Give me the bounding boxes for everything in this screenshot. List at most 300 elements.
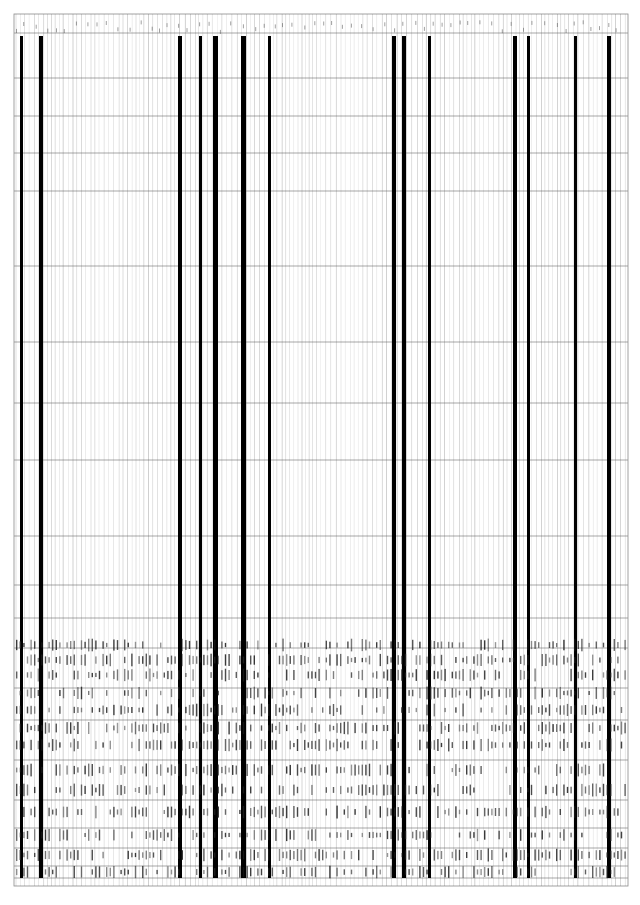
cell-text-mark: [329, 866, 330, 879]
cell-text-mark: [506, 808, 507, 817]
cell-text-mark: [275, 643, 276, 647]
cell-text-mark: [610, 784, 611, 796]
cell-text-mark: [441, 670, 442, 681]
cell-text-mark: [189, 655, 190, 665]
cell-text-mark: [200, 742, 201, 747]
cell-text-mark: [401, 853, 402, 857]
cell-text-mark: [365, 658, 366, 663]
cell-text-mark: [336, 739, 337, 751]
cell-text-mark: [48, 672, 49, 679]
cell-text-mark: [293, 655, 294, 664]
cell-text-mark: [41, 832, 42, 839]
cell-text-mark: [405, 869, 406, 875]
cell-text-mark: [358, 765, 359, 774]
cell-text-mark: [203, 870, 204, 874]
header-tick-mark: [97, 22, 98, 26]
cell-text-mark: [308, 831, 309, 840]
cell-text-mark: [110, 810, 111, 815]
cell-text-mark: [174, 741, 175, 749]
cell-text-mark: [232, 787, 233, 794]
cell-text-mark: [239, 851, 240, 860]
cell-text-mark: [372, 688, 373, 699]
cell-text-mark: [549, 642, 550, 648]
cell-text-mark: [138, 687, 139, 699]
cell-text-mark: [405, 785, 406, 795]
cell-text-mark: [516, 689, 517, 697]
cell-text-mark: [254, 850, 255, 860]
cell-text-mark: [426, 687, 427, 700]
cell-text-mark: [484, 830, 485, 839]
cell-text-mark: [531, 785, 532, 795]
cell-text-mark: [484, 867, 485, 877]
cell-text-mark: [77, 741, 78, 749]
cell-text-mark: [473, 866, 474, 878]
cell-text-mark: [52, 739, 53, 751]
cell-text-mark: [592, 809, 593, 815]
header-tick-mark: [523, 28, 524, 32]
cell-text-mark: [606, 739, 607, 751]
cell-text-mark: [52, 810, 53, 815]
cell-text-mark: [315, 765, 316, 776]
cell-text-mark: [48, 867, 49, 877]
cell-text-mark: [527, 655, 528, 665]
cell-text-mark: [466, 656, 467, 664]
cell-text-mark: [185, 673, 186, 677]
cell-text-mark: [74, 784, 75, 797]
cell-text-mark: [581, 705, 582, 714]
cell-text-mark: [261, 739, 262, 750]
cell-text-mark: [340, 833, 341, 838]
cell-text-mark: [599, 867, 600, 877]
cell-text-mark: [599, 810, 600, 815]
cell-text-mark: [617, 726, 618, 731]
cell-text-mark: [167, 866, 168, 877]
cell-text-mark: [23, 784, 24, 797]
cell-text-mark: [135, 722, 136, 735]
cell-text-mark: [225, 870, 226, 874]
cell-text-mark: [38, 849, 39, 861]
cell-text-mark: [578, 807, 579, 817]
bold-column-bar: [607, 36, 611, 878]
cell-text-mark: [365, 723, 366, 734]
cell-text-mark: [156, 830, 157, 841]
bold-column-bar: [178, 36, 182, 878]
cell-text-mark: [351, 870, 352, 875]
cell-text-mark: [362, 784, 363, 795]
cell-text-mark: [419, 866, 420, 878]
cell-text-mark: [59, 851, 60, 860]
cell-text-mark: [74, 866, 75, 878]
header-tick-mark: [599, 26, 600, 30]
cell-text-mark: [124, 657, 125, 663]
cell-text-mark: [603, 672, 604, 677]
header-tick-mark: [331, 21, 332, 25]
cell-text-mark: [135, 806, 136, 817]
cell-text-mark: [160, 643, 161, 648]
cell-text-mark: [560, 741, 561, 748]
cell-text-mark: [207, 724, 208, 732]
cell-text-mark: [225, 766, 226, 775]
cell-text-mark: [84, 833, 85, 837]
cell-text-mark: [92, 707, 93, 713]
cell-text-mark: [603, 643, 604, 648]
cell-text-mark: [128, 870, 129, 875]
cell-text-mark: [545, 806, 546, 818]
cell-text-mark: [434, 671, 435, 679]
cell-text-mark: [189, 741, 190, 749]
cell-text-mark: [185, 786, 186, 794]
cell-text-mark: [470, 785, 471, 796]
cell-text-mark: [574, 806, 575, 818]
cell-text-mark: [473, 740, 474, 749]
cell-text-mark: [290, 850, 291, 860]
cell-text-mark: [570, 833, 571, 838]
cell-text-mark: [221, 767, 222, 773]
cell-text-mark: [578, 866, 579, 878]
cell-text-mark: [66, 642, 67, 647]
cell-text-mark: [491, 707, 492, 713]
cell-text-mark: [470, 688, 471, 699]
cell-text-mark: [340, 654, 341, 666]
cell-text-mark: [48, 708, 49, 713]
cell-text-mark: [578, 688, 579, 699]
cell-text-mark: [48, 642, 49, 648]
cell-text-mark: [131, 723, 132, 732]
header-tick-mark: [56, 28, 57, 32]
header-tick-mark: [544, 21, 545, 25]
cell-text-mark: [70, 656, 71, 664]
cell-text-mark: [110, 767, 111, 773]
header-tick-mark: [424, 27, 425, 31]
header-tick-mark: [511, 22, 512, 26]
cell-text-mark: [315, 741, 316, 749]
cell-text-mark: [243, 669, 244, 682]
cell-text-mark: [272, 724, 273, 733]
cell-text-mark: [135, 642, 136, 648]
cell-text-mark: [304, 868, 305, 876]
cell-text-mark: [207, 704, 208, 717]
cell-text-mark: [45, 722, 46, 733]
cell-text-mark: [171, 656, 172, 665]
cell-text-mark: [614, 867, 615, 877]
cell-text-mark: [45, 830, 46, 841]
cell-text-mark: [570, 669, 571, 681]
cell-text-mark: [293, 851, 294, 859]
cell-text-mark: [167, 671, 168, 679]
cell-text-mark: [228, 670, 229, 680]
cell-text-mark: [567, 658, 568, 663]
cell-text-mark: [261, 704, 262, 717]
cell-text-mark: [308, 657, 309, 663]
cell-text-mark: [167, 657, 168, 663]
cell-text-mark: [549, 833, 550, 838]
cell-text-mark: [30, 764, 31, 777]
cell-text-mark: [358, 785, 359, 795]
bold-column-bar: [241, 36, 246, 878]
cell-text-mark: [70, 641, 71, 649]
cell-text-mark: [603, 784, 604, 796]
cell-text-mark: [437, 784, 438, 796]
cell-text-mark: [20, 641, 21, 648]
cell-text-mark: [131, 807, 132, 818]
cell-text-mark: [304, 642, 305, 648]
bold-column-bar: [199, 36, 202, 878]
cell-text-mark: [563, 705, 564, 714]
cell-text-mark: [441, 722, 442, 734]
cell-text-mark: [380, 806, 381, 818]
header-tick-mark: [304, 26, 305, 30]
cell-text-mark: [376, 725, 377, 731]
cell-text-mark: [182, 785, 183, 796]
cell-text-mark: [516, 742, 517, 749]
cell-text-mark: [423, 786, 424, 795]
cell-text-mark: [524, 707, 525, 713]
cell-text-mark: [156, 725, 157, 731]
cell-text-mark: [160, 832, 161, 838]
cell-text-mark: [74, 739, 75, 752]
cell-text-mark: [146, 807, 147, 816]
cell-text-mark: [488, 808, 489, 815]
cell-text-mark: [56, 657, 57, 663]
cell-text-mark: [416, 786, 417, 794]
cell-text-mark: [498, 808, 499, 816]
cell-text-mark: [383, 672, 384, 679]
cell-text-mark: [534, 687, 535, 700]
cell-text-mark: [174, 867, 175, 878]
cell-text-mark: [624, 670, 625, 679]
cell-text-mark: [444, 669, 445, 681]
cell-text-mark: [448, 808, 449, 815]
cell-text-mark: [70, 742, 71, 747]
cell-text-mark: [254, 687, 255, 700]
cell-text-mark: [430, 687, 431, 700]
cell-text-mark: [347, 742, 348, 749]
cell-text-mark: [146, 654, 147, 667]
cell-text-mark: [16, 869, 17, 875]
cell-text-mark: [192, 785, 193, 795]
cell-text-mark: [239, 810, 240, 814]
cell-text-mark: [542, 688, 543, 697]
cell-text-mark: [250, 741, 251, 749]
cell-text-mark: [398, 829, 399, 840]
cell-text-mark: [560, 832, 561, 838]
cell-text-mark: [88, 691, 89, 695]
cell-text-mark: [488, 656, 489, 663]
cell-text-mark: [243, 867, 244, 877]
cell-text-mark: [585, 808, 586, 817]
cell-text-mark: [160, 740, 161, 749]
cell-text-mark: [340, 786, 341, 794]
cell-text-mark: [426, 657, 427, 664]
cell-text-mark: [297, 787, 298, 793]
cell-text-mark: [250, 787, 251, 794]
cell-text-mark: [66, 807, 67, 817]
header-tick-mark: [566, 29, 567, 33]
cell-text-mark: [351, 639, 352, 652]
cell-text-mark: [502, 849, 503, 862]
cell-text-mark: [34, 641, 35, 649]
cell-text-mark: [135, 766, 136, 773]
cell-text-mark: [95, 788, 96, 793]
cell-text-mark: [74, 766, 75, 774]
cell-text-mark: [509, 742, 510, 747]
cell-text-mark: [621, 722, 622, 735]
cell-text-mark: [250, 688, 251, 698]
cell-text-mark: [286, 654, 287, 666]
cell-text-mark: [347, 642, 348, 649]
cell-text-mark: [398, 722, 399, 734]
cell-text-mark: [534, 669, 535, 682]
cell-text-mark: [383, 706, 384, 714]
cell-text-mark: [286, 806, 287, 819]
cell-text-mark: [444, 810, 445, 814]
cell-text-mark: [592, 722, 593, 733]
cell-text-mark: [459, 671, 460, 680]
cell-text-mark: [146, 831, 147, 839]
cell-text-mark: [545, 850, 546, 861]
cell-text-mark: [574, 657, 575, 663]
cell-text-mark: [239, 725, 240, 731]
cell-text-mark: [419, 688, 420, 698]
cell-text-mark: [527, 671, 528, 680]
cell-text-mark: [246, 740, 247, 749]
cell-text-mark: [279, 785, 280, 794]
cell-text-mark: [473, 832, 474, 838]
cell-text-mark: [459, 725, 460, 732]
cell-text-mark: [246, 670, 247, 680]
cell-text-mark: [462, 866, 463, 878]
cell-text-mark: [264, 741, 265, 749]
cell-text-mark: [340, 767, 341, 773]
cell-text-mark: [513, 810, 514, 815]
cell-text-mark: [567, 742, 568, 748]
cell-text-mark: [524, 655, 525, 666]
cell-text-mark: [38, 690, 39, 696]
cell-text-mark: [365, 688, 366, 698]
cell-text-mark: [362, 639, 363, 651]
cell-text-mark: [293, 743, 294, 747]
cell-text-mark: [614, 808, 615, 816]
cell-text-mark: [102, 766, 103, 774]
cell-text-mark: [480, 708, 481, 713]
cell-text-mark: [534, 807, 535, 818]
cell-text-mark: [560, 687, 561, 699]
cell-text-mark: [376, 707, 377, 712]
cell-text-mark: [34, 853, 35, 857]
cell-text-mark: [560, 725, 561, 731]
cell-text-mark: [77, 707, 78, 713]
cell-text-mark: [286, 691, 287, 696]
cell-text-mark: [376, 833, 377, 838]
cell-text-mark: [34, 807, 35, 818]
cell-text-mark: [192, 669, 193, 681]
cell-text-mark: [459, 833, 460, 838]
cell-text-mark: [408, 869, 409, 875]
cell-text-mark: [192, 742, 193, 748]
cell-text-mark: [261, 787, 262, 794]
cell-text-mark: [257, 641, 258, 650]
cell-text-mark: [610, 829, 611, 841]
cell-text-mark: [146, 690, 147, 697]
cell-text-mark: [286, 670, 287, 681]
cell-text-mark: [570, 807, 571, 817]
cell-text-mark: [538, 742, 539, 748]
cell-text-mark: [599, 708, 600, 713]
cell-text-mark: [387, 670, 388, 681]
cell-text-mark: [426, 670, 427, 680]
cell-text-mark: [534, 767, 535, 772]
cell-text-mark: [329, 725, 330, 732]
cell-text-mark: [81, 809, 82, 815]
cell-text-mark: [412, 673, 413, 678]
cell-text-mark: [326, 809, 327, 816]
cell-text-mark: [20, 768, 21, 773]
cell-text-mark: [160, 691, 161, 695]
cell-text-mark: [20, 691, 21, 696]
cell-text-mark: [221, 670, 222, 680]
cell-text-mark: [376, 671, 377, 679]
cell-text-mark: [84, 786, 85, 794]
cell-text-mark: [473, 725, 474, 731]
cell-text-mark: [239, 740, 240, 750]
cell-text-mark: [315, 688, 316, 698]
cell-text-mark: [556, 764, 557, 776]
cell-text-mark: [246, 833, 247, 837]
cell-text-mark: [182, 654, 183, 666]
cell-text-mark: [16, 640, 17, 650]
header-tick-mark: [342, 25, 343, 29]
bold-column-bar: [513, 36, 517, 878]
cell-text-mark: [437, 642, 438, 648]
cell-text-mark: [542, 705, 543, 715]
cell-text-mark: [434, 849, 435, 860]
header-tick-mark: [141, 20, 142, 24]
cell-text-mark: [153, 852, 154, 857]
cell-text-mark: [27, 724, 28, 733]
cell-text-mark: [387, 687, 388, 699]
cell-text-mark: [290, 706, 291, 715]
cell-text-mark: [538, 766, 539, 775]
cell-text-mark: [268, 765, 269, 774]
cell-text-mark: [275, 741, 276, 750]
cell-text-mark: [344, 809, 345, 814]
cell-text-mark: [581, 851, 582, 859]
cell-text-mark: [128, 851, 129, 859]
cell-text-mark: [534, 833, 535, 838]
cell-text-mark: [63, 688, 64, 699]
cell-text-mark: [178, 670, 179, 679]
cell-text-mark: [117, 785, 118, 795]
cell-text-mark: [70, 786, 71, 794]
cell-text-mark: [466, 786, 467, 793]
cell-text-mark: [394, 722, 395, 735]
cell-text-mark: [48, 851, 49, 859]
cell-text-mark: [354, 765, 355, 776]
cell-text-mark: [394, 640, 395, 651]
cell-text-mark: [351, 787, 352, 794]
cell-text-mark: [462, 642, 463, 648]
cell-text-mark: [354, 657, 355, 663]
cell-text-mark: [308, 742, 309, 747]
cell-text-mark: [570, 706, 571, 714]
cell-text-mark: [441, 655, 442, 665]
cell-text-mark: [419, 849, 420, 861]
cell-text-mark: [156, 654, 157, 665]
header-tick-mark: [167, 23, 168, 27]
cell-text-mark: [524, 671, 525, 680]
cell-text-mark: [290, 867, 291, 878]
cell-text-mark: [20, 724, 21, 733]
